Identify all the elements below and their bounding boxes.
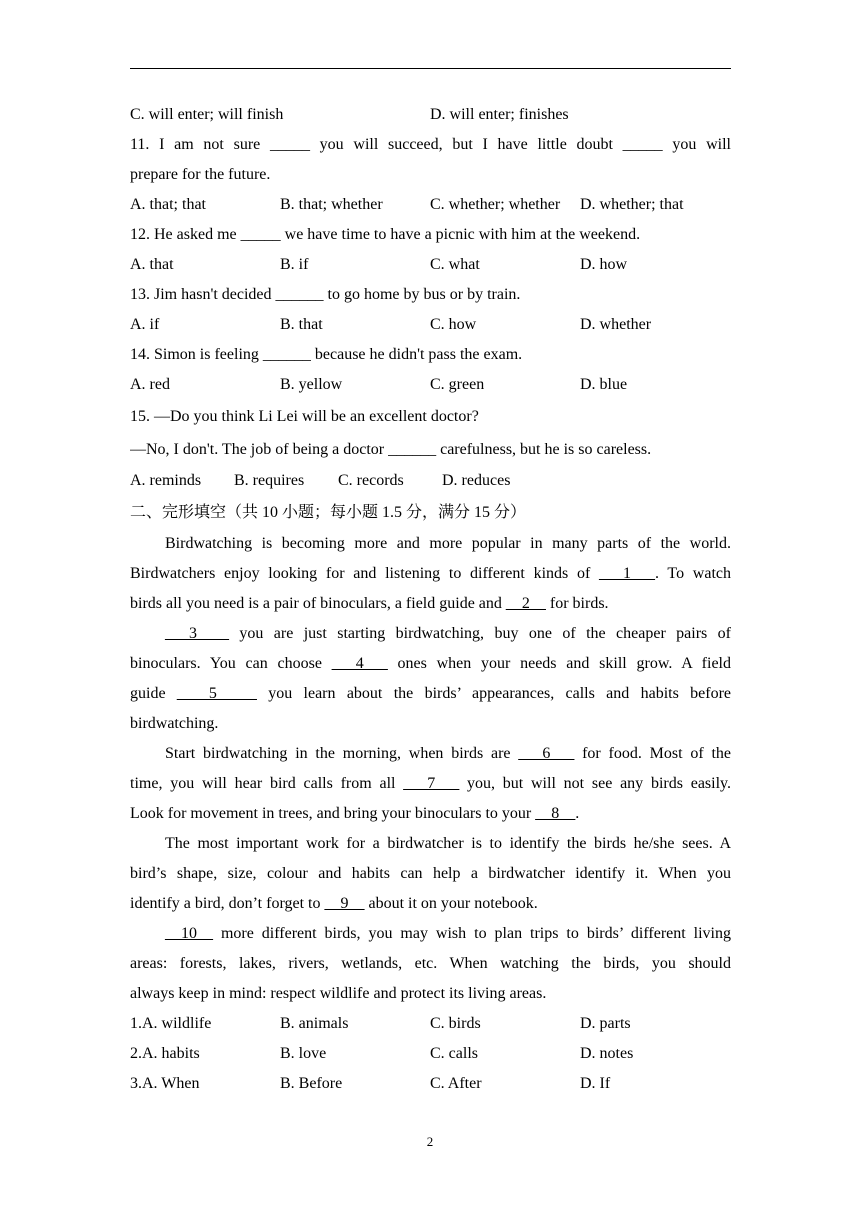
text-fragment: ones when your needs and skill grow. A field [387,655,732,672]
blank-7: ___7___ [403,775,460,792]
cloze-options-2 [130,1041,731,1071]
q15-stem-line2: —No, I don't. The job of being a doctor ______ carefulness, but he is so careless. [130,441,652,458]
page-content [130,102,731,1101]
q12-options [130,252,731,282]
text-fragment: guide [130,685,177,702]
blank-2: __2__ [505,595,546,612]
q11-option-b: B. that; whether [280,196,383,213]
text-fragment: Birdwatchers enjoy looking for and listening to different kinds of [130,565,599,582]
q14-option-c: C. green [430,376,485,393]
text-fragment: you learn about the birds’ appearances, calls and habits before [256,685,732,702]
p4-line1: The most important work for a birdwatcher is to identify the birds he/she sees. A [165,835,731,852]
q12-option-d: D. how [580,256,628,273]
cloze-2-option-d: D. notes [580,1045,634,1062]
cloze-options-1 [130,1011,731,1041]
text-fragment: binoculars. You can choose [130,655,332,672]
q11-option-d: D. whether; that [580,196,684,213]
cloze-3-option-b: B. Before [280,1075,343,1092]
q15-option-c: C. records [338,472,404,489]
blank-4: ___4___ [331,655,388,672]
cloze-3-option-d: D. If [580,1075,611,1092]
text-fragment: Look for movement in trees, and bring your binoculars to your [130,805,536,822]
cloze-3-option-c: C. After [430,1075,482,1092]
q12-option-a: A. that [130,256,174,273]
p3-line2 [130,771,731,801]
q10-option-d: D. will enter; finishes [430,106,569,123]
q11-option-c: C. whether; whether [430,196,561,213]
q11-option-a: A. that; that [130,196,206,213]
q13-option-d: D. whether [580,316,652,333]
p5-line2: areas: forests, lakes, rivers, wetlands, etc. When watching the birds, you should [130,955,731,972]
p4-line2: bird’s shape, size, colour and habits can help a birdwatcher identify it. When you [130,865,731,882]
text-fragment: . [575,805,580,822]
q14-stem: 14. Simon is feeling ______ because he didn't pass the exam. [130,346,523,363]
text-fragment: about it on your notebook. [364,895,538,912]
section-heading: 二、完形填空（共 10 小题；每小题 1.5 分，满分 15 分） [130,504,527,521]
p1-line1: Birdwatching is becoming more and more popular in many parts of the world. [165,535,731,552]
p2-line1 [130,621,731,651]
blank-8: __8__ [535,805,576,822]
text-fragment: Start birdwatching in the morning, when birds are [165,745,519,762]
text-fragment: birds all you need is a pair of binoculars, a field guide and [130,595,506,612]
blank-6: ___6___ [518,745,575,762]
cloze-3-option-a: 3.A. When [130,1075,200,1092]
q11-stem-line2: prepare for the future. [130,166,271,183]
p1-line2 [130,561,731,591]
blank-1: ___1___ [599,565,655,582]
text-fragment: more different birds, you may wish to plan trips to birds’ different living [213,925,731,942]
cloze-1-option-d: D. parts [580,1015,631,1032]
p1-line3 [130,591,731,621]
p2-line2 [130,651,731,681]
header-rule [130,68,731,69]
q14-options [130,372,731,402]
cloze-1-option-b: B. animals [280,1015,349,1032]
blank-3: ___3____ [165,625,229,642]
p4-line3 [130,891,731,921]
text-fragment: . To watch [655,565,731,582]
cloze-2-option-c: C. calls [430,1045,478,1062]
q14-option-b: B. yellow [280,376,343,393]
q13-option-a: A. if [130,316,160,333]
q11-stem-line1: 11. I am not sure _____ you will succeed, but I have little doubt _____ you will [130,136,731,153]
q12-option-c: C. what [430,256,480,273]
q15-option-b: B. requires [234,472,305,489]
cloze-1-option-a: 1.A. wildlife [130,1015,212,1032]
text-fragment: you are just starting birdwatching, buy one of the cheaper pairs of [229,625,731,642]
blank-10: __10__ [165,925,213,942]
text-fragment: time, you will hear bird calls from all [130,775,404,792]
p2-line4: birdwatching. [130,715,219,732]
q15-stem-line1: 15. —Do you think Li Lei will be an excellent doctor? [130,408,479,425]
q14-option-a: A. red [130,376,170,393]
cloze-options-3 [130,1071,731,1101]
cloze-2-option-a: 2.A. habits [130,1045,200,1062]
q13-option-c: C. how [430,316,477,333]
p2-line3 [130,681,731,711]
blank-5: ____5_____ [176,685,257,702]
p3-line3 [130,801,731,831]
cloze-2-option-b: B. love [280,1045,327,1062]
blank-9: __9__ [324,895,365,912]
text-fragment: you, but will not see any birds easily. [459,775,732,792]
q14-option-d: D. blue [580,376,628,393]
q12-stem: 12. He asked me _____ we have time to have a picnic with him at the weekend. [130,226,641,243]
q10-options [130,102,731,132]
q15-option-a: A. reminds [130,472,202,489]
p5-line3: always keep in mind: respect wildlife and protect its living areas. [130,985,547,1002]
cloze-1-option-c: C. birds [430,1015,481,1032]
q12-option-b: B. if [280,256,309,273]
q15-option-d: D. reduces [442,472,511,489]
q11-options [130,192,731,222]
text-fragment: identify a bird, don’t forget to [130,895,325,912]
page-number: 2 [426,1134,434,1149]
q13-option-b: B. that [280,316,323,333]
q13-options [130,312,731,342]
q10-option-c: C. will enter; will finish [130,106,284,123]
text-fragment: for food. Most of the [574,745,731,762]
p5-line1 [130,921,731,951]
text-fragment: for birds. [545,595,609,612]
q13-stem: 13. Jim hasn't decided ______ to go home by bus or by train. [130,286,521,303]
p3-line1 [130,741,731,771]
q15-options [130,468,731,498]
